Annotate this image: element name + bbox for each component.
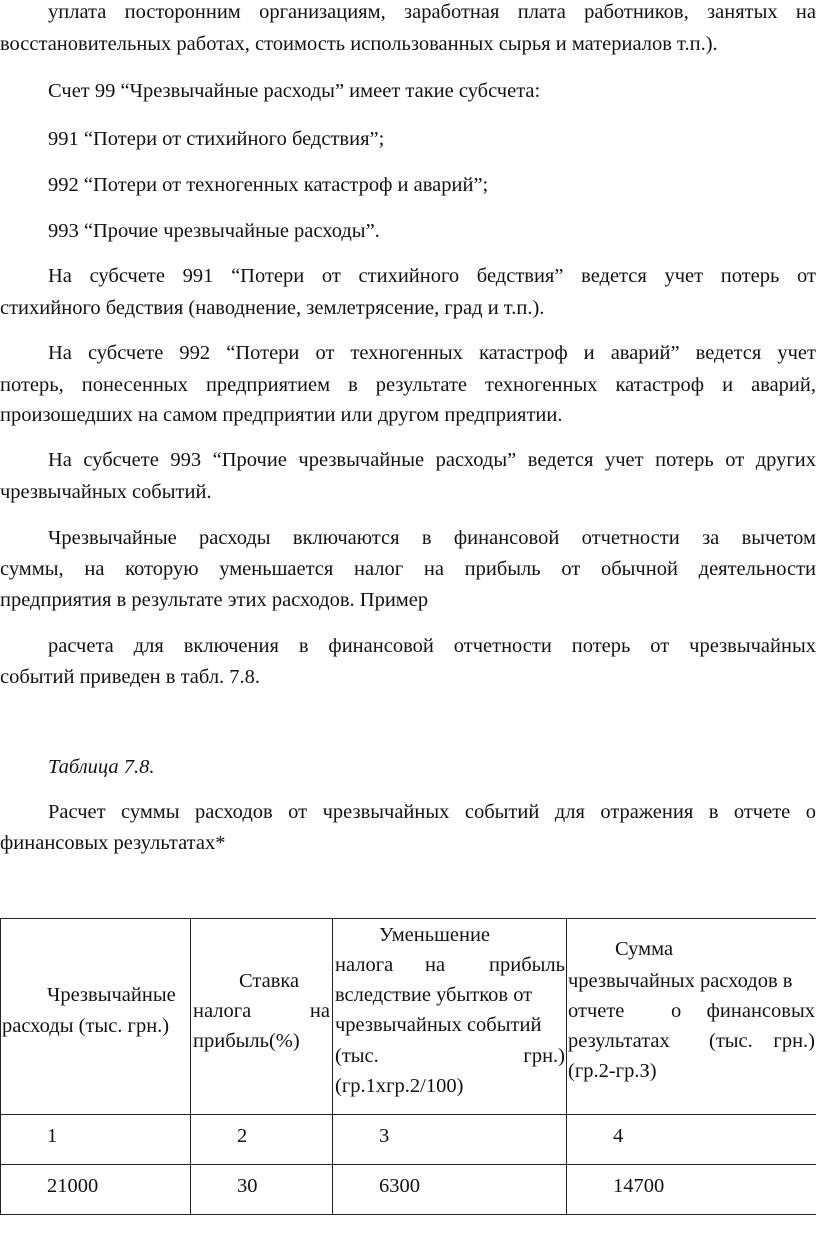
table-cell: 2 xyxy=(191,1115,333,1165)
header-cell: Чрезвычайные расходы (тыс. грн.) xyxy=(1,919,191,1115)
table-cell: 6300 xyxy=(333,1165,567,1215)
subaccount-991: 991 “Потери от стихийного бедствия”; xyxy=(48,128,385,150)
paragraph-line: потерь, понесенных предприятием в результате техногенных катастроф и аварий, xyxy=(0,374,816,396)
paragraph-line: На субсчете 991 “Потери от стихийного бедствия” ведется учет потерь от xyxy=(48,265,816,287)
paragraph-line: уплата посторонним организациям, заработная плата работников, занятых на xyxy=(48,1,816,23)
paragraph-line: Чрезвычайные расходы включаются в финансовой отчетности за вычетом xyxy=(48,527,816,549)
table-title: Расчет суммы расходов от чрезвычайных событий для отражения в отчете о xyxy=(48,801,816,823)
table-cell: 4 xyxy=(567,1115,816,1165)
paragraph-line: чрезвычайных событий. xyxy=(0,481,212,503)
subaccount-992: 992 “Потери от техногенных катастроф и аварий”; xyxy=(48,174,489,196)
header-cell: Ставка налога на прибыль(%) xyxy=(191,919,333,1115)
table-cell: 3 xyxy=(333,1115,567,1165)
paragraph-line: стихийного бедствия (наводнение, землетрясение, град и т.п.). xyxy=(0,297,545,319)
table-cell: 30 xyxy=(191,1165,333,1215)
table-title: финансовых результатах* xyxy=(0,832,226,854)
table-row xyxy=(1,1115,816,1165)
table-row xyxy=(1,1165,816,1215)
header-cell: Уменьшение налога на прибыль вследствие убытков от чрезвычайных событий (тыс. грн.) (гр.1хгр.2/100) xyxy=(333,919,567,1115)
paragraph-line: расчета для включения в финансовой отчетности потерь от чрезвычайных xyxy=(48,635,816,657)
paragraph-line: На субсчете 992 “Потери от техногенных катастроф и аварий” ведется учет xyxy=(48,342,816,364)
table-cell: 1 xyxy=(1,1115,191,1165)
expenses-table xyxy=(0,918,816,1215)
header-cell: Сумма чрезвычайных расходов в отчете о финансовых результатах (тыс. грн.) (гр.2-гр.З) xyxy=(567,919,816,1115)
paragraph-line: восстановительных работах, стоимость использованных сырья и материалов т.п.). xyxy=(0,33,718,55)
table-cell: 21000 xyxy=(1,1165,191,1215)
subaccount-993: 993 “Прочие чрезвычайные расходы”. xyxy=(48,220,380,242)
paragraph-line: Счет 99 “Чрезвычайные расходы” имеет такие субсчета: xyxy=(48,80,541,102)
paragraph-line: На субсчете 993 “Прочие чрезвычайные расходы” ведется учет потерь от других xyxy=(48,449,816,471)
table-cell: 14700 xyxy=(567,1165,816,1215)
table-caption: Таблица 7.8. xyxy=(48,756,155,778)
paragraph-line: произошедших на самом предприятии или другом предприятии. xyxy=(0,404,563,426)
paragraph-line: событий приведен в табл. 7.8. xyxy=(0,666,261,688)
paragraph-line: предприятия в результате этих расходов. Пример xyxy=(0,589,429,611)
table-header-row xyxy=(1,919,816,1115)
paragraph-line: суммы, на которую уменьшается налог на прибыль от обычной деятельности xyxy=(0,558,816,580)
